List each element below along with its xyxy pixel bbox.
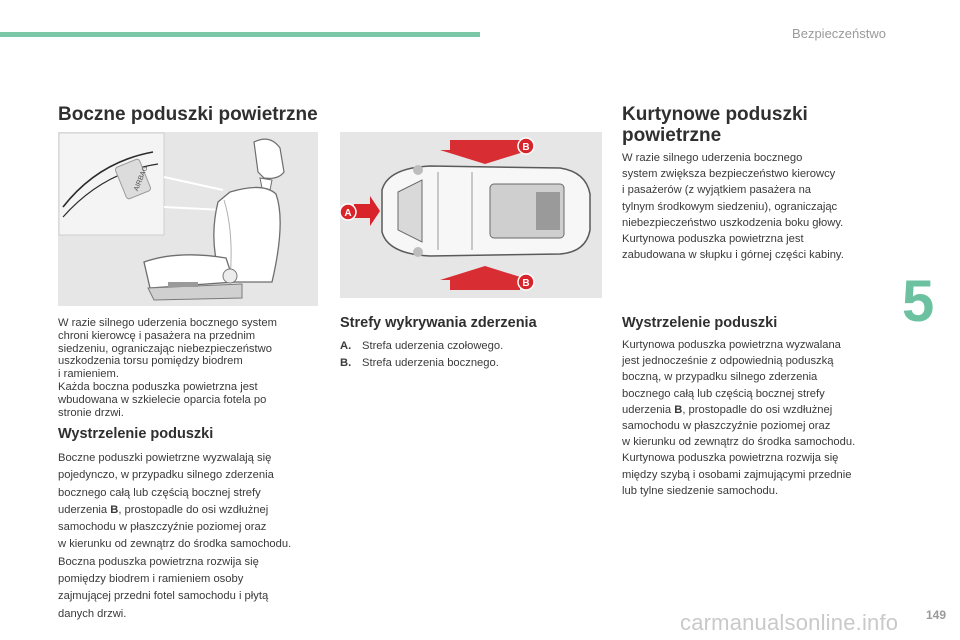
marker-b-bottom [518, 274, 534, 290]
crash-zones-illustration [340, 132, 602, 298]
curtain-deploy-text-b: , prostopadle do osi wzdłużnej samochodu w płaszczyźnie poziomej oraz w kierunku od zewnątrz do środka samochodu. Kurtynowa poduszka powietrzna rozwija się między szybą i osobami zajmującymi przednie lub tylne siedzenie samochodu. [622, 403, 856, 497]
watermark-url: carmanualsonline.info [680, 610, 899, 635]
zone-label: A. [340, 340, 352, 352]
curtain-deploy-title: Wystrzelenie poduszki [622, 315, 778, 331]
side-deploy-title: Wystrzelenie poduszki [58, 426, 214, 442]
curtain-deploy-text-a: Kurtynowa poduszka powietrzna wyzwalana jest jednocześnie z odpowiednią poduszką boczną, w przypadku silnego zderzenia bocznego całą lub częścią bocznej strefy uderzenia [622, 339, 841, 416]
seat-airbag-illustration [58, 132, 318, 306]
zones-title: Strefy wykrywania zderzenia [340, 315, 537, 331]
zone-text: Strefa uderzenia bocznego. [362, 357, 499, 369]
curtain-deploy-text [622, 337, 912, 499]
top-accent-bar [0, 32, 480, 37]
side-deploy-text [58, 450, 338, 623]
airbag-tag-text: AIRBAG [133, 165, 150, 193]
section-title: Bezpieczeństwo [792, 26, 886, 41]
side-deploy-text-b: , prostopadle do osi wzdłużnej samochodu w płaszczyźnie poziomej oraz w kierunku od zewnątrz do środka samochodu. Boczna poduszka powietrzna rozwija się pomiędzy biodrem i ramieniem osoby zajmującej przedni fotel samochodu i płytą danych drzwi. [58, 503, 292, 620]
side-airbags-title: Boczne poduszki powietrzne [58, 104, 318, 125]
marker-a [340, 204, 356, 220]
side-deploy-zone-b: B [110, 503, 119, 516]
svg-text:B: B [522, 278, 530, 289]
zone-text: Strefa uderzenia czołowego. [362, 340, 504, 352]
svg-text:B: B [522, 142, 530, 153]
side-airbag-intro: W razie silnego uderzenia bocznego system chroni kierowcę i pasażera na przednim siedzeniu, ograniczając niebezpieczeństwo uszkodzenia torsu pomiędzy biodrem i ramieniem. Każda boczna poduszka powietrzna jest wbudowana w szkielecie oparcia fotela po stronie drzwi. [58, 317, 277, 419]
list-item [340, 338, 503, 355]
page-number: 149 [925, 608, 946, 622]
chapter-number: 5 [902, 269, 935, 334]
curtain-airbags-title: Kurtynowe poduszki powietrzne [622, 104, 808, 146]
curtain-deploy-zone-b: B [674, 403, 683, 416]
side-deploy-text-a: Boczne poduszki powietrzne wyzwalają się pojedynczo, w przypadku silnego zderzenia bocznego całą lub częścią bocznej strefy uderzenia [58, 452, 274, 516]
zones-list [340, 338, 503, 372]
curtain-airbag-intro: W razie silnego uderzenia bocznego system zwiększa bezpieczeństwo kierowcy i pasażerów (z wyjątkiem pasażera na tylnym środkowym siedzeniu), ograniczając niebezpieczeństwo uszkodzenia boku głowy. Kurtynowa poduszka powietrzna jest zabudowana w słupku i górnej części kabiny. [622, 152, 844, 262]
marker-b-top [518, 138, 534, 154]
list-item [340, 355, 503, 372]
zone-label: B. [340, 357, 352, 369]
svg-text:A: A [344, 208, 352, 219]
